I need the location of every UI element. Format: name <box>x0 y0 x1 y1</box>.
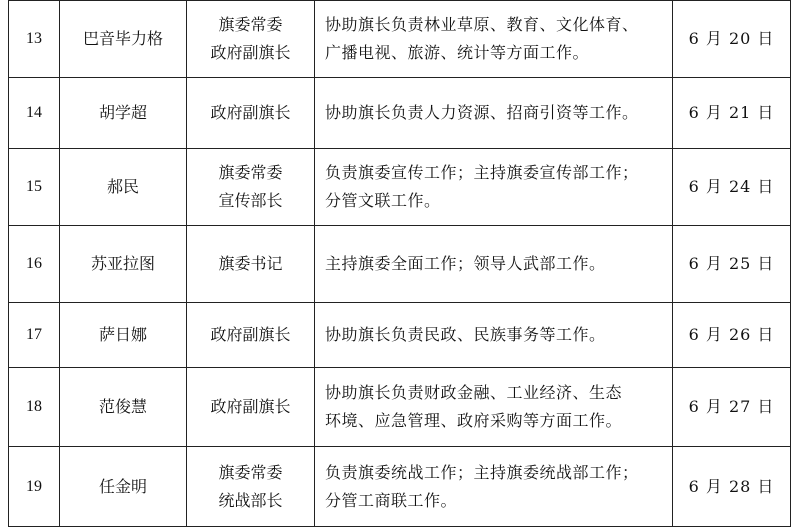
responsibility-line: 分管文联工作。 <box>325 191 441 210</box>
official-name: 范俊慧 <box>60 368 187 447</box>
official-position <box>187 149 315 226</box>
position-line: 旗委常委 <box>218 15 283 34</box>
table-row <box>9 303 791 368</box>
position-line: 政府副旗长 <box>210 397 291 416</box>
table-row <box>9 1 791 78</box>
date: 6 月 27 日 <box>673 368 791 447</box>
responsibility <box>315 368 673 447</box>
official-name: 萨日娜 <box>60 303 187 368</box>
official-name: 郝民 <box>60 149 187 226</box>
responsibility <box>315 447 673 527</box>
responsibility <box>315 78 673 149</box>
official-name: 胡学超 <box>60 78 187 149</box>
official-position <box>187 447 315 527</box>
table-row <box>9 447 791 527</box>
responsibility-line: 负责旗委统战工作；主持旗委统战部工作； <box>325 462 639 482</box>
position-line: 政府副旗长 <box>210 103 291 122</box>
date: 6 月 24 日 <box>673 149 791 226</box>
responsibility-line: 负责旗委宣传工作；主持旗委宣传部工作； <box>325 163 639 182</box>
responsibility-line: 协助旗长负责民政、民族事务等工作。 <box>325 325 606 344</box>
table-row <box>9 78 791 149</box>
official-name: 苏亚拉图 <box>60 226 187 303</box>
official-position <box>187 1 315 78</box>
position-line: 旗委常委 <box>218 163 283 182</box>
row-number: 18 <box>9 368 60 447</box>
row-number: 15 <box>9 149 60 226</box>
schedule-table-container <box>8 0 790 526</box>
responsibility-line: 协助旗长负责人力资源、招商引资等工作。 <box>325 103 639 122</box>
date: 6 月 28 日 <box>673 447 791 527</box>
official-position <box>187 226 315 303</box>
date: 6 月 21 日 <box>673 78 791 149</box>
position-line: 宣传部长 <box>218 191 283 210</box>
official-position <box>187 368 315 447</box>
date: 6 月 20 日 <box>673 1 791 78</box>
position-line: 政府副旗长 <box>210 325 291 344</box>
position-line: 政府副旗长 <box>210 43 291 62</box>
official-name: 任金明 <box>60 447 187 527</box>
schedule-table <box>8 0 791 527</box>
official-position <box>187 303 315 368</box>
responsibility <box>315 226 673 303</box>
responsibility-line: 分管工商联工作。 <box>325 490 458 510</box>
row-number: 13 <box>9 1 60 78</box>
responsibility-line: 广播电视、旅游、统计等方面工作。 <box>325 43 590 62</box>
table-row <box>9 226 791 303</box>
row-number: 16 <box>9 226 60 303</box>
date: 6 月 25 日 <box>673 226 791 303</box>
responsibility <box>315 1 673 78</box>
position-line: 旗委书记 <box>218 254 283 273</box>
table-row <box>9 368 791 447</box>
responsibility-line: 主持旗委全面工作；领导人武部工作。 <box>325 254 606 273</box>
position-line: 旗委常委 <box>218 462 283 482</box>
responsibility <box>315 149 673 226</box>
official-name: 巴音毕力格 <box>60 1 187 78</box>
row-number: 19 <box>9 447 60 527</box>
date: 6 月 26 日 <box>673 303 791 368</box>
responsibility <box>315 303 673 368</box>
row-number: 17 <box>9 303 60 368</box>
responsibility-line: 协助旗长负责林业草原、教育、文化体育、 <box>325 15 639 34</box>
row-number: 14 <box>9 78 60 149</box>
table-row <box>9 149 791 226</box>
position-line: 统战部长 <box>218 490 283 510</box>
official-position <box>187 78 315 149</box>
responsibility-line: 协助旗长负责财政金融、工业经济、生态 <box>325 383 623 402</box>
responsibility-line: 环境、应急管理、政府采购等方面工作。 <box>325 411 623 430</box>
